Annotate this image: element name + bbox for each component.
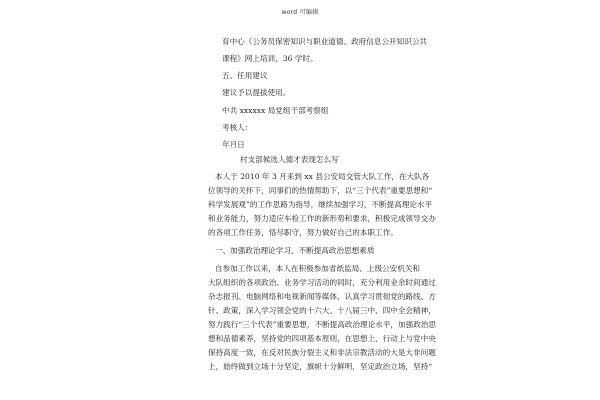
date-label: 年月日 [222, 140, 245, 149]
paragraph-line: 本人于 2010 年 3 月来到 xx 县公安局交管大队工作，在大队各 [215, 172, 430, 181]
paragraph-line: 上，始终做到立场十分坚定，旗帜十分鲜明，坚定政治立场，坚持“ [208, 362, 433, 371]
body-line: 课程》网上培训，36 学时。 [222, 54, 318, 63]
paragraph-line: 的各项工作任务，恪尽职守，努力做好自己的本职工作。 [208, 228, 398, 237]
paragraph-line: 针、政策，深入学习领会党的十六大、十八届三中、四中全会精神， [208, 306, 436, 315]
paragraph-line: 大队组织的各项政治、业务学习活动的同时，充分利用业余时间通过 [208, 278, 436, 287]
section-heading: 五、任用建议 [222, 71, 268, 80]
page-header-label: word 可编辑 [281, 9, 319, 16]
body-line: 育中心《公务员保密知识与职业道德、政府信息公开知识公共 [222, 37, 428, 46]
body-line: 建议予以提拔使用。 [222, 88, 291, 97]
org-name: 中共 xxxxxx 局党组干部考察组 [222, 106, 329, 115]
paragraph-line: 自参加工作以来，本人在积极参加省纸监局、上级公安机关和 [215, 264, 421, 273]
section-heading: 一、加强政治理论学习，不断提高政治思想素质 [215, 246, 375, 255]
paragraph-line: 想和品德素养，坚持党的四项基本原则，在思想上、行动上与党中央 [208, 334, 436, 343]
paragraph-line: 努力践行“三个代表”重要思想，不断提高政治理论水平，加强政治思 [208, 320, 436, 329]
paragraph-line: 科学发展观”的工作思路为指导，继续加强学习，不断提高理论水平 [208, 200, 433, 209]
paragraph-line: 保持高度一致，在反对民族分裂主义和非法宗教活动的大是大非问题 [208, 348, 436, 357]
assessor-label: 考核人： [222, 123, 253, 132]
document-title: 村支部候选人德才表现怎么写 [240, 155, 339, 164]
paragraph-line: 位领导的关怀下，同事们的热情帮助下，以“三个代表”重要思想和“ [208, 186, 433, 195]
paragraph-line: 和业务能力，努力适应车检工作的新形势和要求，积极完成领导交办 [208, 214, 436, 223]
paragraph-line: 杂志报刊、电脑网络和电视新闻等媒体，认真学习贯彻党的路线、方 [208, 292, 436, 301]
